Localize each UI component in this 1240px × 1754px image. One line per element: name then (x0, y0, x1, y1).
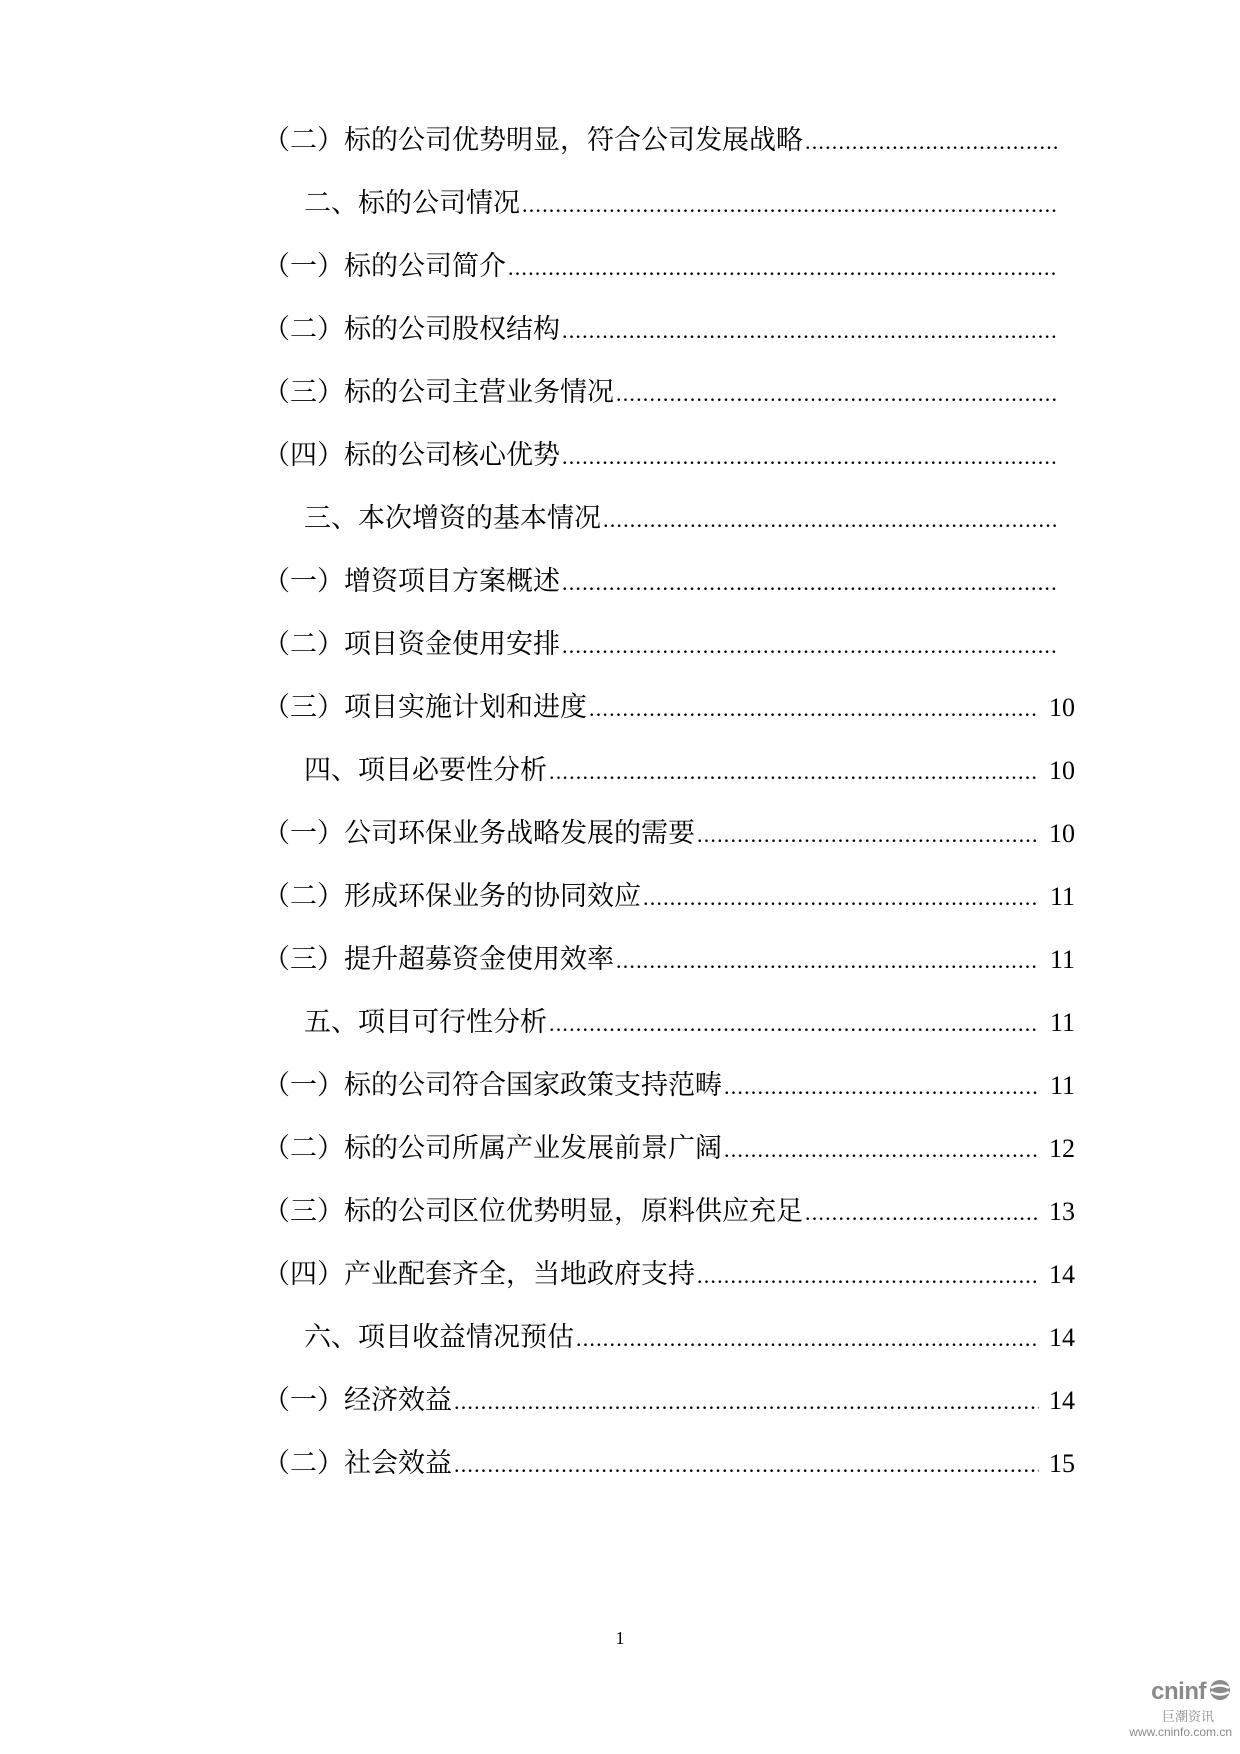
toc-leader-dots (616, 948, 1039, 974)
toc-entry-label: 二、标的公司情况 (304, 188, 520, 219)
toc-entry-label: 三、本次增资的基本情况 (304, 503, 601, 534)
logo-brand: cninf (1122, 1678, 1232, 1706)
toc-entry-page: 14 (1049, 1260, 1075, 1289)
toc-entry-label: （三）提升超募资金使用效率 (263, 944, 614, 975)
toc-entry-label: （一）经济效益 (263, 1385, 452, 1416)
toc-leader-dots (562, 633, 1057, 659)
toc-entry[interactable] (263, 1252, 1075, 1315)
toc-entry-page: 13 (1049, 1197, 1075, 1226)
toc-entry[interactable] (263, 1441, 1075, 1504)
toc-leader-dots (697, 822, 1039, 848)
toc-leader-dots (562, 570, 1057, 596)
toc-entry-label: （四）标的公司核心优势 (263, 440, 560, 471)
toc-leader-dots (454, 1452, 1039, 1478)
toc-entry-label: （二）形成环保业务的协同效应 (263, 881, 641, 912)
toc-leader-dots (724, 1074, 1039, 1100)
toc-entry-label: （二）标的公司优势明显，符合公司发展战略 (263, 125, 803, 156)
table-of-contents (263, 118, 1075, 1504)
toc-leader-dots (562, 444, 1057, 470)
logo-swirl-icon (1208, 1679, 1232, 1701)
toc-leader-dots (805, 129, 1057, 155)
toc-entry[interactable] (263, 1126, 1075, 1189)
toc-entry-page: 10 (1049, 819, 1075, 848)
toc-leader-dots (724, 1137, 1039, 1163)
toc-leader-dots (603, 507, 1057, 533)
toc-entry[interactable] (263, 244, 1075, 307)
toc-entry-label: （二）社会效益 (263, 1448, 452, 1479)
toc-entry[interactable] (263, 496, 1075, 559)
toc-leader-dots (508, 255, 1057, 281)
toc-entry-label: （二）标的公司所属产业发展前景广阔 (263, 1133, 722, 1164)
toc-entry[interactable] (263, 1063, 1075, 1126)
toc-entry-label: （三）标的公司主营业务情况 (263, 377, 614, 408)
toc-leader-dots (697, 1263, 1039, 1289)
logo-chinese: 巨潮资讯 (1161, 1709, 1214, 1724)
toc-entry[interactable] (263, 811, 1075, 874)
toc-leader-dots (522, 192, 1057, 218)
toc-entry-label: （一）增资项目方案概述 (263, 566, 560, 597)
toc-entry[interactable] (263, 118, 1075, 181)
toc-entry[interactable] (263, 307, 1075, 370)
toc-entry-label: （一）公司环保业务战略发展的需要 (263, 818, 695, 849)
toc-entry-label: 六、项目收益情况预估 (304, 1322, 574, 1353)
toc-leader-dots (562, 318, 1057, 344)
toc-entry-label: （一）标的公司简介 (263, 251, 506, 282)
toc-entry-page: 12 (1049, 1134, 1075, 1163)
toc-entry[interactable] (263, 1315, 1075, 1378)
toc-entry-page: 11 (1049, 945, 1075, 974)
toc-leader-dots (549, 1011, 1039, 1037)
toc-entry-label: 五、项目可行性分析 (304, 1007, 547, 1038)
toc-entry-label: （一）标的公司符合国家政策支持范畴 (263, 1070, 722, 1101)
toc-entry-label: （二）标的公司股权结构 (263, 314, 560, 345)
toc-entry-label: （四）产业配套齐全，当地政府支持 (263, 1259, 695, 1290)
toc-entry[interactable] (263, 181, 1075, 244)
page-number: 1 (615, 1628, 625, 1648)
toc-entry-page: 14 (1049, 1323, 1075, 1352)
toc-entry-page: 11 (1049, 882, 1075, 911)
toc-entry[interactable] (263, 1378, 1075, 1441)
toc-entry[interactable] (263, 370, 1075, 433)
toc-entry[interactable] (263, 937, 1075, 1000)
toc-entry[interactable] (263, 622, 1075, 685)
toc-leader-dots (616, 381, 1057, 407)
toc-entry-label: （三）标的公司区位优势明显，原料供应充足 (263, 1196, 803, 1227)
toc-entry[interactable] (263, 559, 1075, 622)
toc-entry-page: 10 (1049, 693, 1075, 722)
toc-entry-page: 10 (1049, 756, 1075, 785)
toc-entry[interactable] (263, 748, 1075, 811)
logo-url: www.cninfo.com.cn (1129, 1725, 1232, 1739)
toc-entry[interactable] (263, 1000, 1075, 1063)
toc-leader-dots (643, 885, 1039, 911)
toc-entry[interactable] (263, 874, 1075, 937)
toc-entry-label: 四、项目必要性分析 (304, 755, 547, 786)
toc-entry[interactable] (263, 685, 1075, 748)
toc-entry-page: 11 (1049, 1008, 1075, 1037)
toc-leader-dots (576, 1326, 1039, 1352)
toc-entry[interactable] (263, 433, 1075, 496)
toc-entry-label: （三）项目实施计划和进度 (263, 692, 587, 723)
toc-entry-page: 15 (1049, 1449, 1075, 1478)
toc-entry-label: （二）项目资金使用安排 (263, 629, 560, 660)
toc-leader-dots (549, 759, 1039, 785)
toc-entry[interactable] (263, 1189, 1075, 1252)
toc-entry-page: 14 (1049, 1386, 1075, 1415)
toc-leader-dots (454, 1389, 1039, 1415)
toc-leader-dots (805, 1200, 1039, 1226)
cninfo-watermark-logo (1122, 1678, 1232, 1739)
toc-entry-page: 11 (1049, 1071, 1075, 1100)
toc-leader-dots (589, 696, 1039, 722)
